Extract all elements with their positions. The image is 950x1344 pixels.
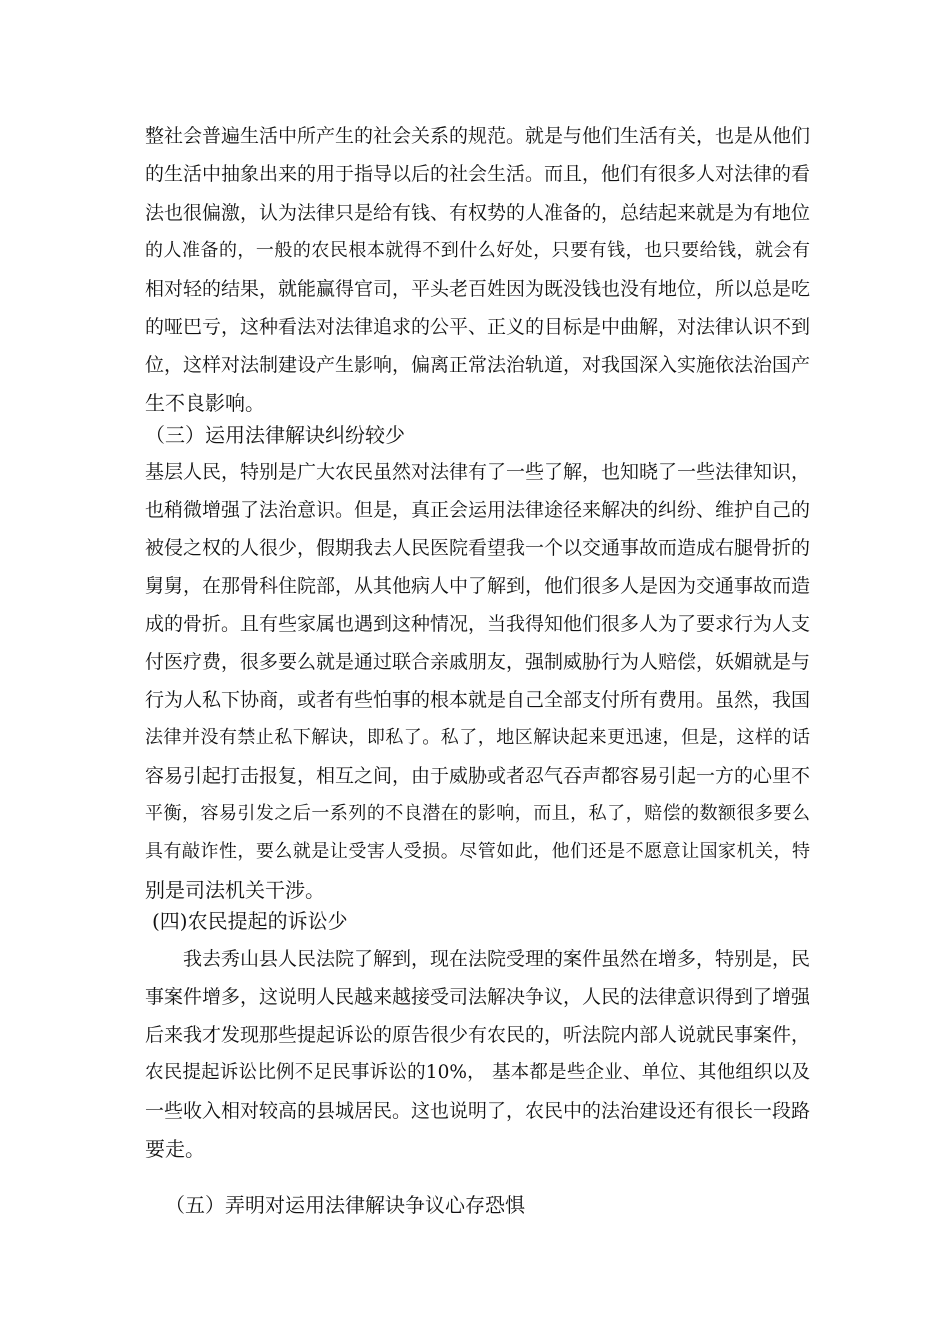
- section-heading-5: （五）弄明对运用法律解诀争议心存恐惧: [165, 1193, 525, 1217]
- paragraph-1-line: 生不良影响。: [145, 391, 265, 415]
- paragraph-3-line: 事案件增多，这说明人民越来越接受司法解决争议，人民的法律意识得到了增强: [145, 986, 810, 1008]
- paragraph-2-line: 成的骨折。且有些家属也遇到这种情况，当我得知他们很多人为了要求行为人支: [145, 613, 810, 635]
- paragraph-2-line: 具有敲诈性，要么就是让受害人受损。尽管如此，他们还是不愿意让国家机关，特: [145, 841, 810, 862]
- paragraph-3-line: 要走。: [145, 1137, 205, 1161]
- paragraph-2-line: 被侵之权的人很少，假期我去人民医院看望我一个以交通事故而造成右腿骨折的: [145, 537, 810, 559]
- paragraph-2-line: 容易引起打击报复，相互之间，由于威胁或者忍气吞声都容易引起一方的心里不: [145, 765, 810, 787]
- paragraph-1-line: 位，这样对法制建设产生影响，偏离正常法治轨道，对我国深入实施依法治国产: [145, 354, 810, 376]
- paragraph-1-line: 的生活中抽象出来的用于指导以后的社会生活。而且，他们有很多人对法律的看: [145, 163, 810, 185]
- paragraph-3-line: 一些收入相对较高的县城居民。这也说明了，农民中的法治建设还有很长一段路: [145, 1100, 810, 1122]
- paragraph-1-line: 整社会普遍生活中所产生的社会关系的规范。就是与他们生活有关，也是从他们: [145, 125, 810, 147]
- paragraph-1-line: 的哑巴亏，这种看法对法律追求的公平、正义的目标是中曲解，对法律认识不到: [145, 316, 810, 338]
- paragraph-1-line: 法也很偏激，认为法律只是给有钱、有权势的人准备的，总结起来就是为有地位: [145, 202, 810, 224]
- paragraph-2-line: 法律并没有禁止私下解诀，即私了。私了，地区解诀起来更迅速，但是，这样的话: [145, 727, 810, 748]
- paragraph-2-line: 基层人民，特别是广大农民虽然对法律有了一些了解，也知晓了一些法律知识，: [145, 461, 810, 483]
- paragraph-3-line: 农民提起诉讼比例不足民事诉讼的10%， 基本都是些企业、单位、其他组织以及: [145, 1062, 810, 1083]
- paragraph-2-line: 付医疗费，很多要么就是通过联合亲戚朋友，强制威胁行为人赔偿，妖媚就是与: [145, 651, 810, 673]
- paragraph-2-line: 平衡，容易引发之后一系列的不良潜在的影响，而且，私了，赔偿的数额很多要么: [145, 803, 810, 824]
- paragraph-3-line: 后来我才发现那些提起诉讼的原告很少有农民的，听法院内部人说就民事案件，: [145, 1024, 810, 1046]
- paragraph-1-line: 相对轻的结果，就能赢得官司，平头老百姓因为既没钱也没有地位，所以总是吃: [145, 278, 810, 300]
- paragraph-2-line: 行为人私下协商，或者有些怕事的根本就是自己全部支付所有费用。虽然，我国: [145, 689, 810, 711]
- section-heading-4: (四)农民提起的诉讼少: [152, 909, 348, 933]
- paragraph-2-line: 别是司法机关干涉。: [145, 878, 325, 902]
- paragraph-1-line: 的人准备的，一般的农民根本就得不到什么好处，只要有钱，也只要给钱，就会有: [145, 240, 810, 261]
- section-heading-3: （三）运用法律解诀纠纷较少: [145, 423, 405, 447]
- paragraph-3-line: 我去秀山县人民法院了解到，现在法院受理的案件虽然在增多，特别是，民: [183, 948, 810, 970]
- paragraph-2-line: 也稍微增强了法治意识。但是，真正会运用法律途径来解决的纠纷、维护自己的: [145, 499, 810, 521]
- paragraph-2-line: 舅舅，在那骨科住院部，从其他病人中了解到，他们很多人是因为交通事故而造: [145, 575, 810, 597]
